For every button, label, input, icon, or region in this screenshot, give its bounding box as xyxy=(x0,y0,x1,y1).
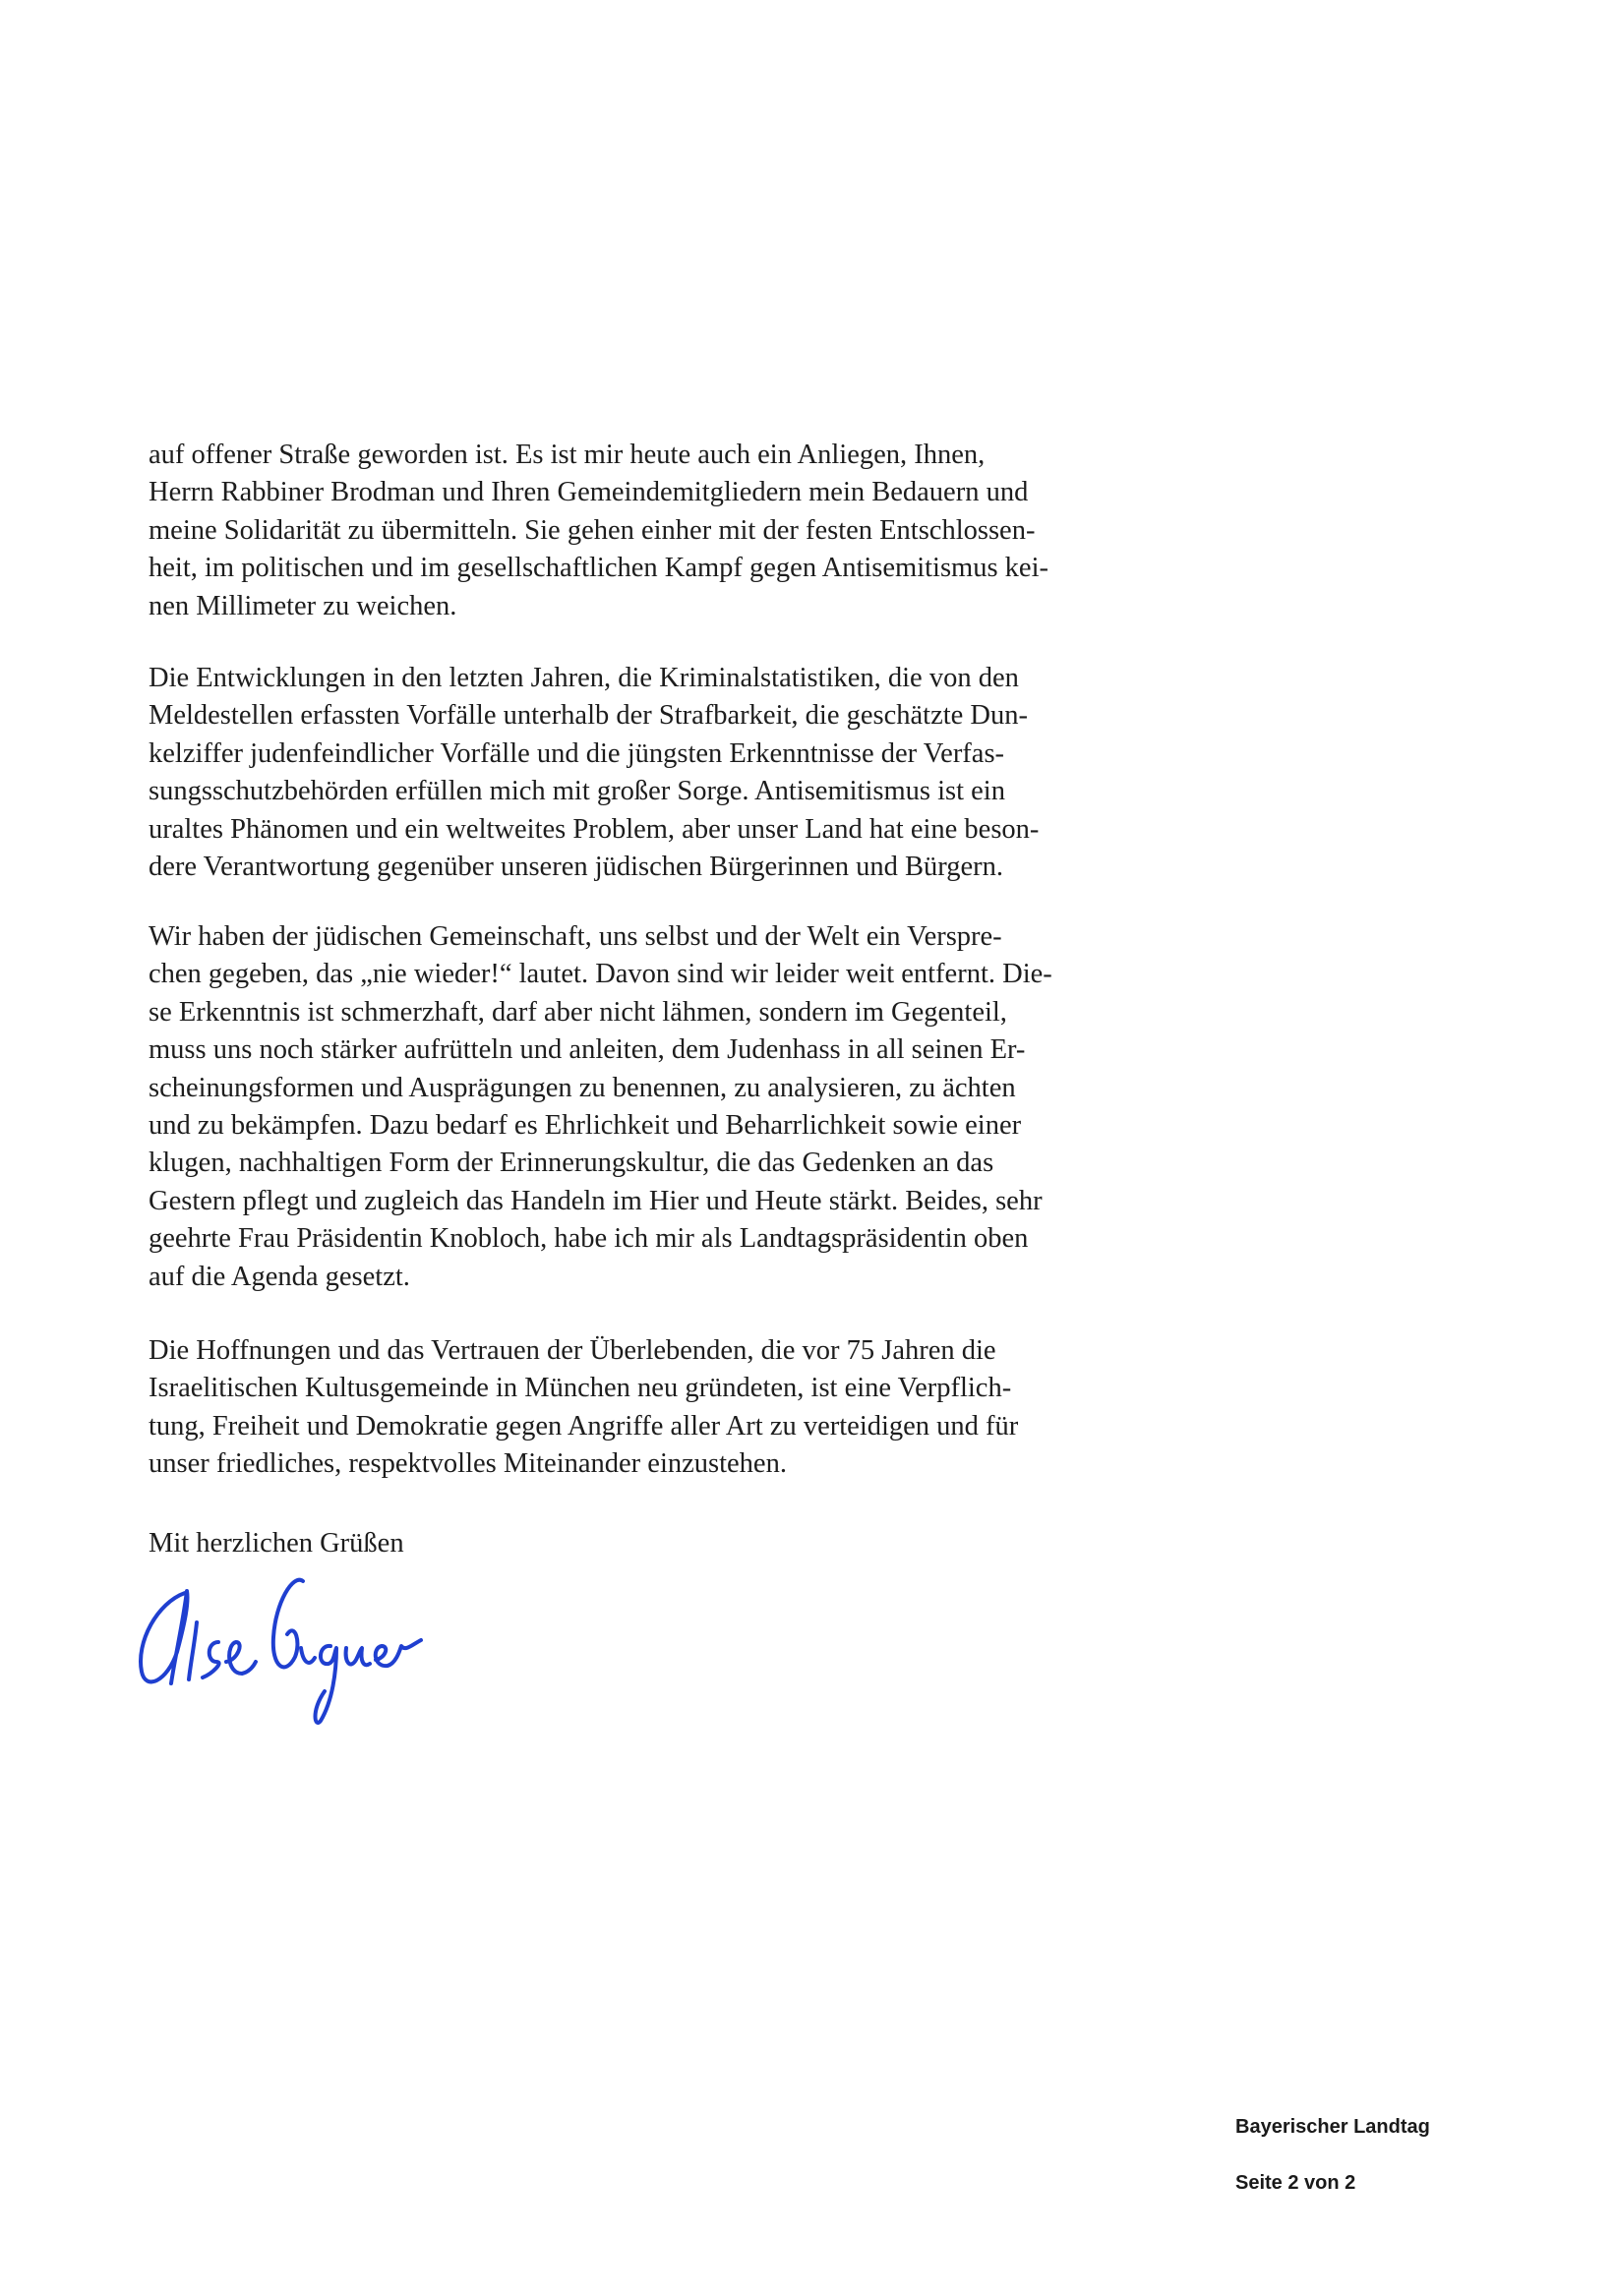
text-line: und zu bekämpfen. Dazu bedarf es Ehrlichkeit und Beharrlichkeit sowie einer xyxy=(149,1110,1022,1142)
text-line: Wir haben der jüdischen Gemeinschaft, uns selbst und der Welt ein Verspre- xyxy=(149,921,1002,952)
paragraph-2 xyxy=(149,660,1039,886)
text-line: chen gegeben, das „nie wieder!“ lautet. Davon sind wir leider weit entfernt. Die- xyxy=(149,959,1052,990)
footer-page-number: Seite 2 von 2 xyxy=(1235,2172,1356,2194)
closing xyxy=(149,1525,404,1562)
text-line: Meldestellen erfassten Vorfälle unterhalb der Strafbarkeit, die geschätzte Dun- xyxy=(149,700,1028,732)
text-line: auf die Agenda gesetzt. xyxy=(149,1261,410,1292)
text-line: scheinungsformen und Ausprägungen zu benennen, zu analysieren, zu ächten xyxy=(149,1072,1016,1103)
footer-organization: Bayerischer Landtag xyxy=(1235,2116,1430,2138)
text-line: se Erkenntnis ist schmerzhaft, darf aber nicht lähmen, sondern im Gegenteil, xyxy=(149,996,1007,1028)
text-line: tung, Freiheit und Demokratie gegen Angriffe aller Art zu verteidigen und für xyxy=(149,1410,1019,1442)
closing-text: Mit herzlichen Grüßen xyxy=(149,1528,404,1559)
signature-stroke xyxy=(141,1591,188,1683)
signature-stroke xyxy=(226,1642,256,1674)
signature xyxy=(128,1563,443,1731)
text-line: heit, im politischen und im gesellschaftlichen Kampf gegen Antisemitismus kei- xyxy=(149,553,1048,584)
text-line: Gestern pflegt und zugleich das Handeln im Hier und Heute stärkt. Beides, sehr xyxy=(149,1185,1043,1216)
text-line: Herrn Rabbiner Brodman und Ihren Gemeindemitgliedern mein Bedauern und xyxy=(149,477,1029,508)
paragraph-4 xyxy=(149,1332,1018,1484)
paragraph-3 xyxy=(149,918,1052,1296)
signature-stroke xyxy=(376,1640,421,1666)
text-line: sungsschutzbehörden erfüllen mich mit großer Sorge. Antisemitismus ist ein xyxy=(149,776,1005,807)
text-line: auf offener Straße geworden ist. Es ist mir heute auch ein Anliegen, Ihnen, xyxy=(149,440,986,470)
text-line: geehrte Frau Präsidentin Knobloch, habe ich mir als Landtagspräsidentin oben xyxy=(149,1223,1029,1255)
text-line: unser friedliches, respektvolles Miteinander einzustehen. xyxy=(149,1448,787,1480)
text-line: meine Solidarität zu übermitteln. Sie gehen einher mit der festen Entschlossen- xyxy=(149,514,1036,546)
text-line: dere Verantwortung gegenüber unseren jüdischen Bürgerinnen und Bürgern. xyxy=(149,852,1004,883)
signature-stroke xyxy=(301,1648,315,1663)
signature-stroke xyxy=(316,1646,337,1723)
text-line: kelziffer judenfeindlicher Vorfälle und die jüngsten Erkenntnisse der Verfas- xyxy=(149,737,1005,769)
text-line: uraltes Phänomen und ein weltweites Problem, aber unser Land hat eine beson- xyxy=(149,813,1040,845)
signature-stroke xyxy=(346,1648,370,1665)
text-line: muss uns noch stärker aufrütteln und anleiten, dem Judenhass in all seinen Er- xyxy=(149,1034,1026,1066)
signature-stroke xyxy=(203,1642,219,1678)
paragraph-1 xyxy=(149,437,1048,625)
signature-stroke xyxy=(189,1622,197,1679)
text-line: nen Millimeter zu weichen. xyxy=(149,590,457,621)
text-line: Israelitischen Kultusgemeinde in München neu gründeten, ist eine Verpflich- xyxy=(149,1373,1012,1404)
text-line: klugen, nachhaltigen Form der Erinnerungskultur, die das Gedenken an das xyxy=(149,1148,994,1179)
text-line: Die Entwicklungen in den letzten Jahren, die Kriminalstatistiken, die von den xyxy=(149,663,1019,693)
signature-stroke xyxy=(273,1580,303,1668)
text-line: Die Hoffnungen und das Vertrauen der Überlebenden, die vor 75 Jahren die xyxy=(149,1335,996,1366)
